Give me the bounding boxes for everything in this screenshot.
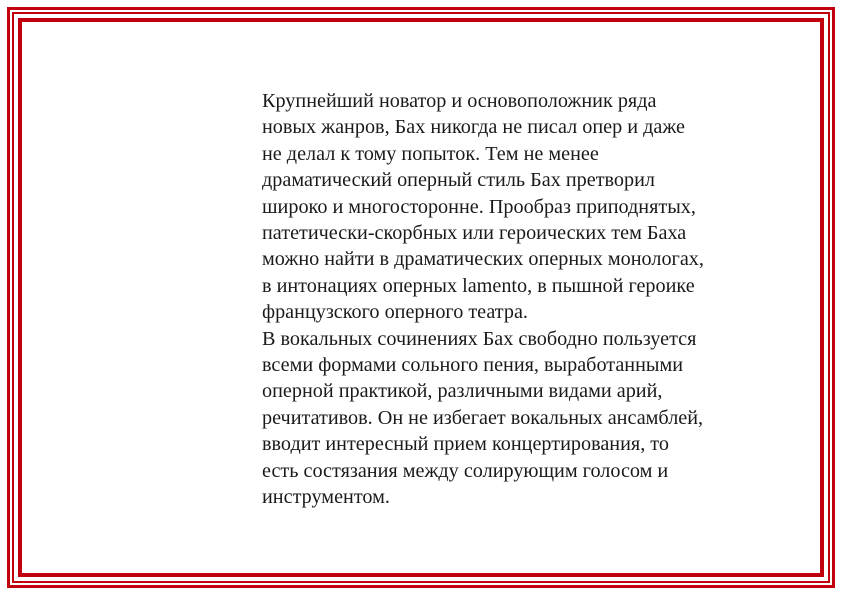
text-line: драматический оперный стиль Бах претворил — [262, 169, 655, 192]
text-line: новых жанров, Бах никогда не писал опер и даже — [262, 116, 685, 139]
text-line: оперной практикой, различными видами арий, — [262, 380, 663, 403]
text-line: есть состязания между солирующим голосом и — [262, 459, 669, 482]
body-text — [262, 88, 762, 511]
text-line: не делал к тому попыток. Тем не менее — [262, 142, 599, 165]
text-line: широко и многосторонне. Прообраз приподнятых, — [262, 195, 696, 218]
text-line: В вокальных сочинениях Бах свободно пользуется — [262, 327, 697, 350]
text-line: вводит интересный прием концертирования, то — [262, 433, 669, 456]
text-line: можно найти в драматических оперных монологах, — [262, 248, 704, 271]
text-line: всеми формами сольного пения, выработанными — [262, 354, 684, 377]
text-line: Крупнейший новатор и основоположник ряда — [262, 90, 657, 112]
text-line: французского оперного театра. — [262, 301, 528, 324]
text-line: в интонациях оперных lamento, в пышной героике — [262, 274, 695, 297]
text-line: речитативов. Он не избегает вокальных ансамблей, — [262, 406, 704, 429]
text-line: инструментом. — [262, 486, 390, 509]
text-line: патетически-скорбных или героических тем Баха — [262, 222, 687, 245]
